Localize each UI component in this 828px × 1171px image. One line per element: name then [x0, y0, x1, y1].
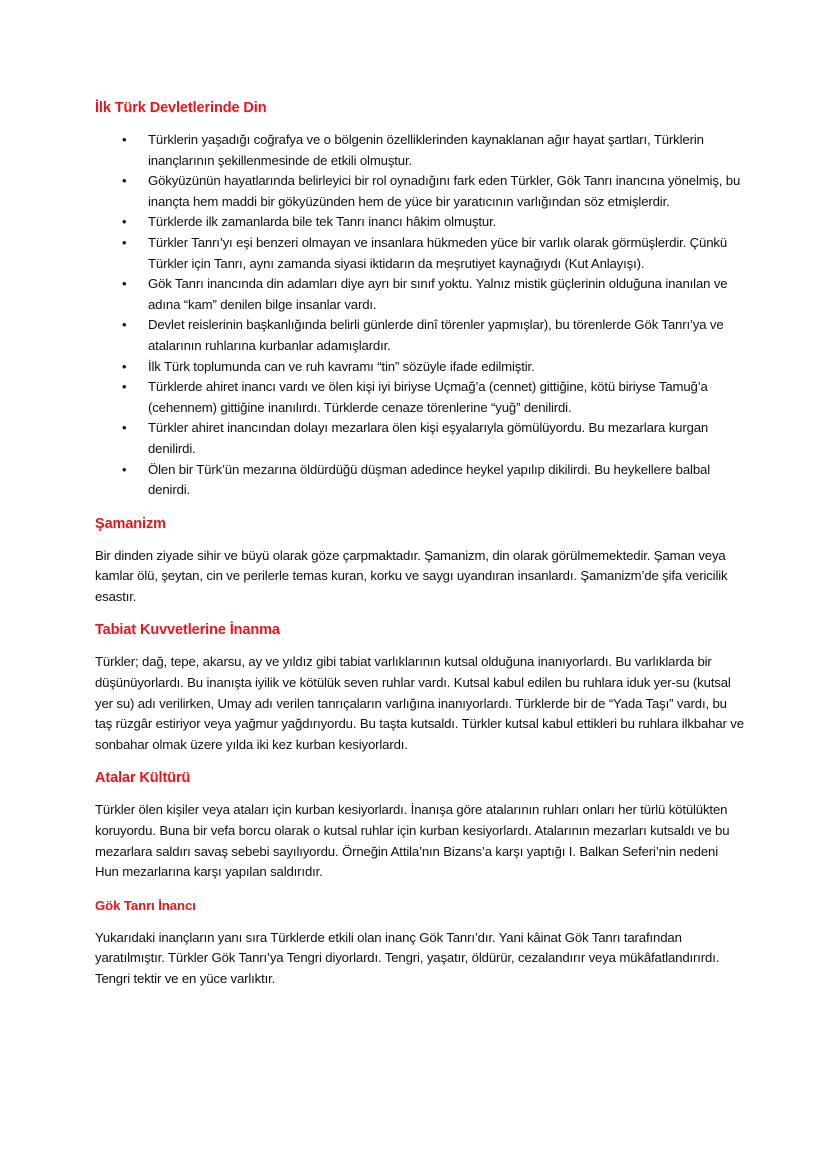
section-heading: Tabiat Kuvvetlerine İnanma: [95, 622, 280, 639]
bullet-item: • Ölen bir Türk’ün mezarına öldürdüğü düşman adedince heykel yapılıp dikilirdi. Bu heykellere balbal denirdi.: [95, 460, 745, 501]
bullet-item: • Türklerde ahiret inancı vardı ve ölen kişi iyi biriyse Uçmağ’a (cennet) gittiğine, kötü biriyse Tamuğ’a (cehennem) gittiğine inanılırdı. Türklerde cenaze törenlerine “yuğ” denilirdi.: [95, 377, 745, 418]
section-paragraph: Türkler; dağ, tepe, akarsu, ay ve yıldız gibi tabiat varlıklarının kutsal olduğuna inanıyorlardı. Bu varlıklarda bir düşünüyorlardı. Bu inanışta iyilik ve kötülük seven ruhlar vardı. Kutsal kabul edilen bu ruhlara iduk yer-su (kutsal yer su) adı verilirken, Umay adı verilen tanrıçaların varlığına inanıyorlardı. Türklerde bir de “Yada Taşı” vardı, bu taş rüzgâr estiriyor veya yağmur yağdırıyordu. Bu taşta kutsaldı. Türkler kutsal kabul ettikleri bu ruhlara ilkbahar ve sonbahar olmak üzere yılda iki kez kurban kesiyorlardı.: [95, 654, 744, 752]
section-paragraph: Türkler ölen kişiler veya ataları için kurban kesiyorlardı. İnanışa göre atalarının ruhları onları her türlü kötülükten koruyordu. Buna bir vefa borcu olarak o kutsal ruhlar için kurban kesiyorlardı. Atalarının mezarları kutsaldı ve bu mezarlara saldırı savaş sebebi sayılıyordu. Örneğin Attila’nın Bizans’a karşı yaptığı I. Balkan Seferi’nin nedeni Hun mezarlarına karşı yapılan saldırıdır.: [95, 802, 730, 880]
section-heading: Şamanizm: [95, 515, 166, 532]
bullet-item: • Devlet reislerinin başkanlığında belirli günlerde dinî törenler yapmışlar), bu törenlerde Gök Tanrı’ya ve atalarının ruhlarına kurbanlar adamışlardır.: [95, 315, 745, 356]
section-paragraph: Yukarıdaki inançların yanı sıra Türklerde etkili olan inanç Gök Tanrı’dır. Yani kâinat Gök Tanrı tarafından yaratılmıştır. Türkler Gök Tanrı’ya Tengri diyorlardı. Tengri, yaşatır, öldürür, cezalandırır veya mükâfatlandırırdı. Tengri tektir ve en yüce varlıktır.: [95, 929, 720, 986]
section-heading: İlk Türk Devletlerinde Din: [95, 100, 267, 116]
section-paragraph: Bir dinden ziyade sihir ve büyü olarak göze çarpmaktadır. Şamanizm, din olarak görülmemektedir. Şaman veya kamlar ölü, şeytan, cin ve perilerle temas kuran, korku ve saygı uyandıran insanlardı. Şamanizm’de şifa vericilik esastır.: [95, 547, 728, 604]
bullet-item: • Türklerin yaşadığı coğrafya ve o bölgenin özelliklerinden kaynaklanan ağır hayat şartları, Türklerin inançlarının şekillenmesinde de etkili olmuştur.: [95, 130, 745, 171]
section-ilk-turk-devletlerinde-din: [95, 98, 745, 501]
bullet-item: • Türklerde ilk zamanlarda bile tek Tanrı inancı hâkim olmuştur.: [95, 212, 745, 233]
section-heading: Atalar Kültürü: [95, 770, 191, 787]
section-gok-tanri-inanci: [95, 896, 745, 990]
section-tabiat-kuvvetlerine-inanma: [95, 620, 745, 755]
section-heading: Gök Tanrı İnancı: [95, 897, 196, 913]
section-atalar-kulturu: [95, 768, 745, 882]
bullet-item: • Gökyüzünün hayatlarında belirleyici bir rol oynadığını fark eden Türkler, Gök Tanrı inancına yönelmiş, bu inançta hem maddi bir gökyüzünden hem de yüce bir yaratıcının varlığından söz etmişlerdir.: [95, 171, 745, 212]
section-samanizm: [95, 514, 745, 608]
bullet-item: • Gök Tanrı inancında din adamları diye ayrı bir sınıf yoktu. Yalnız mistik güçlerinin olduğuna inanılan ve adına “kam” denilen bilge insanlar vardı.: [95, 274, 745, 315]
document-content: [95, 98, 745, 990]
bullet-item: • Türkler ahiret inancından dolayı mezarlara ölen kişi eşyalarıyla gömülüyordu. Bu mezarlara kurgan denilirdi.: [95, 418, 745, 459]
bullet-item: • İlk Türk toplumunda can ve ruh kavramı “tin” sözüyle ifade edilmiştir.: [95, 357, 745, 378]
bullet-item: • Türkler Tanrı’yı eşi benzeri olmayan ve insanlara hükmeden yüce bir varlık olarak görmüşlerdir. Çünkü Türkler için Tanrı, aynı zamanda siyasi iktidarın da meşrutiyet kaynağıydı (Kut Anlayışı).: [95, 233, 745, 274]
bullet-list: [95, 130, 745, 501]
